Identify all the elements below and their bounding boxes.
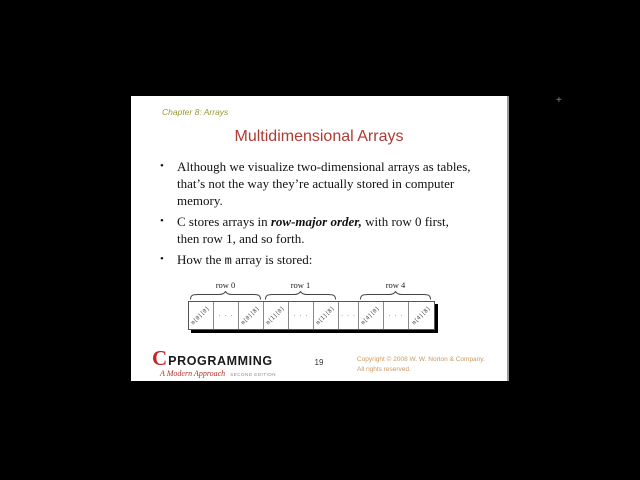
slide: [131, 96, 509, 381]
array-cell-ellipsis: [289, 302, 314, 329]
row0-group: [188, 280, 263, 300]
array-cell-ellipsis: [384, 302, 409, 329]
page-number: 19: [314, 358, 324, 367]
cell-label: m[0][0]: [190, 305, 212, 326]
row4-group: [358, 280, 433, 300]
copyright-line-1: Copyright © 2008 W. W. Norton & Company.: [357, 356, 485, 363]
overbrace: [190, 291, 261, 300]
array-cells: [188, 301, 435, 330]
array-gap-ellipsis: [339, 302, 359, 329]
copyright-line-2: All rights reserved.: [357, 366, 411, 373]
overbrace: [265, 291, 336, 300]
mouse-cursor: +: [556, 95, 562, 106]
chapter-header: Chapter 8: Arrays: [162, 107, 229, 117]
bullet-text-plain: with row 0 first, then row 1, and so forth.: [177, 214, 449, 246]
bullet-text-emphasis: row-major order,: [270, 214, 362, 229]
slide-title: Multidimensional Arrays: [234, 128, 404, 145]
brace-row: [188, 280, 436, 300]
array-cell: [359, 302, 384, 329]
row1-group: [263, 280, 338, 300]
row4-label: row 4: [385, 280, 406, 290]
array-cell: [264, 302, 289, 329]
bullet-text: [177, 213, 474, 247]
cell-label: m[1][8]: [315, 305, 337, 326]
array-cell: [239, 302, 264, 329]
ellipsis: · · ·: [293, 312, 309, 319]
bullet-list: [160, 158, 474, 274]
logo-c-letter: C: [152, 346, 168, 370]
bullet-text: [177, 251, 312, 270]
bullet-item-3: [160, 251, 474, 270]
array-cell: [314, 302, 339, 329]
ellipsis: · · ·: [218, 312, 234, 319]
bullet-text-plain: How the: [177, 252, 225, 267]
bullet-text: Although we visualize two-dimensional arrays as tables, that’s not the way they’re actually stored in computer memory.: [177, 159, 471, 208]
bullet-text-plain: array is stored:: [231, 252, 313, 267]
cell-label: m[0][8]: [240, 305, 262, 326]
bullet-text-plain: C stores arrays in: [177, 214, 271, 229]
inline-code: m: [224, 254, 232, 268]
cell-label: m[1][0]: [265, 305, 287, 326]
cell-label: m[4][8]: [411, 305, 432, 326]
array-storage-diagram: [188, 280, 436, 330]
array-cell-ellipsis: [214, 302, 239, 329]
bullet-marker: •: [160, 253, 164, 265]
logo-tagline: A Modern Approach: [160, 369, 226, 378]
row1-label: row 1: [290, 280, 311, 290]
array-cell: [189, 302, 214, 329]
bullet-marker: •: [160, 215, 164, 227]
row0-label: row 0: [215, 280, 236, 290]
overbrace: [360, 291, 431, 300]
bullet-item-2: [160, 213, 474, 247]
logo-edition: SECOND EDITION: [230, 372, 276, 377]
array-cell: [409, 302, 434, 329]
ellipsis: · · ·: [388, 312, 404, 319]
bullet-marker: •: [160, 160, 164, 172]
logo-name: PROGRAMMING: [168, 354, 273, 368]
bullet-item-1: [160, 158, 474, 209]
ellipsis: · · ·: [340, 312, 357, 319]
copyright-notice: [357, 355, 485, 375]
cell-label: m[4][0]: [360, 305, 382, 326]
